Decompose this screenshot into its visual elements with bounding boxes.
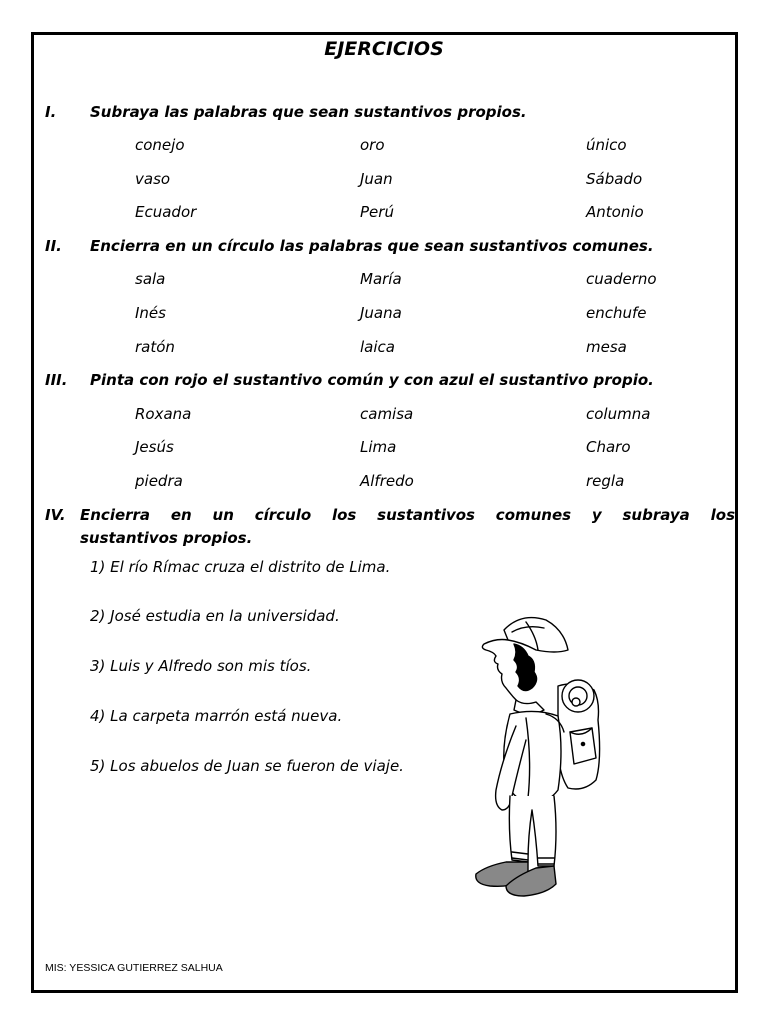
word: Charo [586, 438, 631, 456]
word: Juana [360, 304, 402, 322]
word: único [586, 136, 627, 154]
word: enchufe [586, 304, 647, 322]
section-instruction: Pinta con rojo el sustantivo común y con azul el sustantivo propio. [90, 371, 654, 389]
sentence-5: 5) Los abuelos de Juan se fueron de viaje. [90, 757, 404, 775]
word: Juan [360, 170, 393, 188]
word: Roxana [135, 405, 192, 423]
word: Inés [135, 304, 166, 322]
section-number: I. [45, 103, 57, 121]
hiker-with-backpack-image [466, 610, 616, 905]
section-instruction-line-2: sustantivos propios. [80, 529, 253, 547]
section-2-heading [45, 237, 654, 255]
sentence-2: 2) José estudia en la universidad. [90, 607, 340, 625]
word: piedra [135, 472, 183, 490]
word: Jesús [135, 438, 174, 456]
word: camisa [360, 405, 414, 423]
sentence-1: 1) El río Rímac cruza el distrito de Lima. [90, 558, 391, 576]
section-number: II. [45, 237, 62, 255]
section-instruction: Encierra en un círculo las palabras que sean sustantivos comunes. [90, 237, 654, 255]
word: Lima [360, 438, 397, 456]
word: ratón [135, 338, 175, 356]
section-instruction-line-1: Encierra en un círculo los sustantivos comunes y subraya los [80, 506, 735, 524]
word: Perú [360, 203, 394, 221]
section-number: IV. [45, 506, 66, 524]
footer-author: MIS: YESSICA GUTIERREZ SALHUA [45, 962, 223, 974]
word: oro [360, 136, 385, 154]
section-instruction: Subraya las palabras que sean sustantivos propios. [90, 103, 527, 121]
word: Alfredo [360, 472, 414, 490]
word: Sábado [586, 170, 643, 188]
word: cuaderno [586, 270, 657, 288]
word: vaso [135, 170, 171, 188]
word: laica [360, 338, 395, 356]
section-1-heading [45, 103, 527, 121]
page-title: EJERCICIOS [324, 38, 444, 60]
sentence-4: 4) La carpeta marrón está nueva. [90, 707, 343, 725]
section-3-heading [45, 371, 654, 389]
word: columna [586, 405, 651, 423]
word: María [360, 270, 402, 288]
word: Antonio [586, 203, 644, 221]
word: regla [586, 472, 625, 490]
word: mesa [586, 338, 627, 356]
sentence-3: 3) Luis y Alfredo son mis tíos. [90, 657, 312, 675]
word: Ecuador [135, 203, 197, 221]
word: sala [135, 270, 166, 288]
word: conejo [135, 136, 185, 154]
section-number: III. [45, 371, 68, 389]
